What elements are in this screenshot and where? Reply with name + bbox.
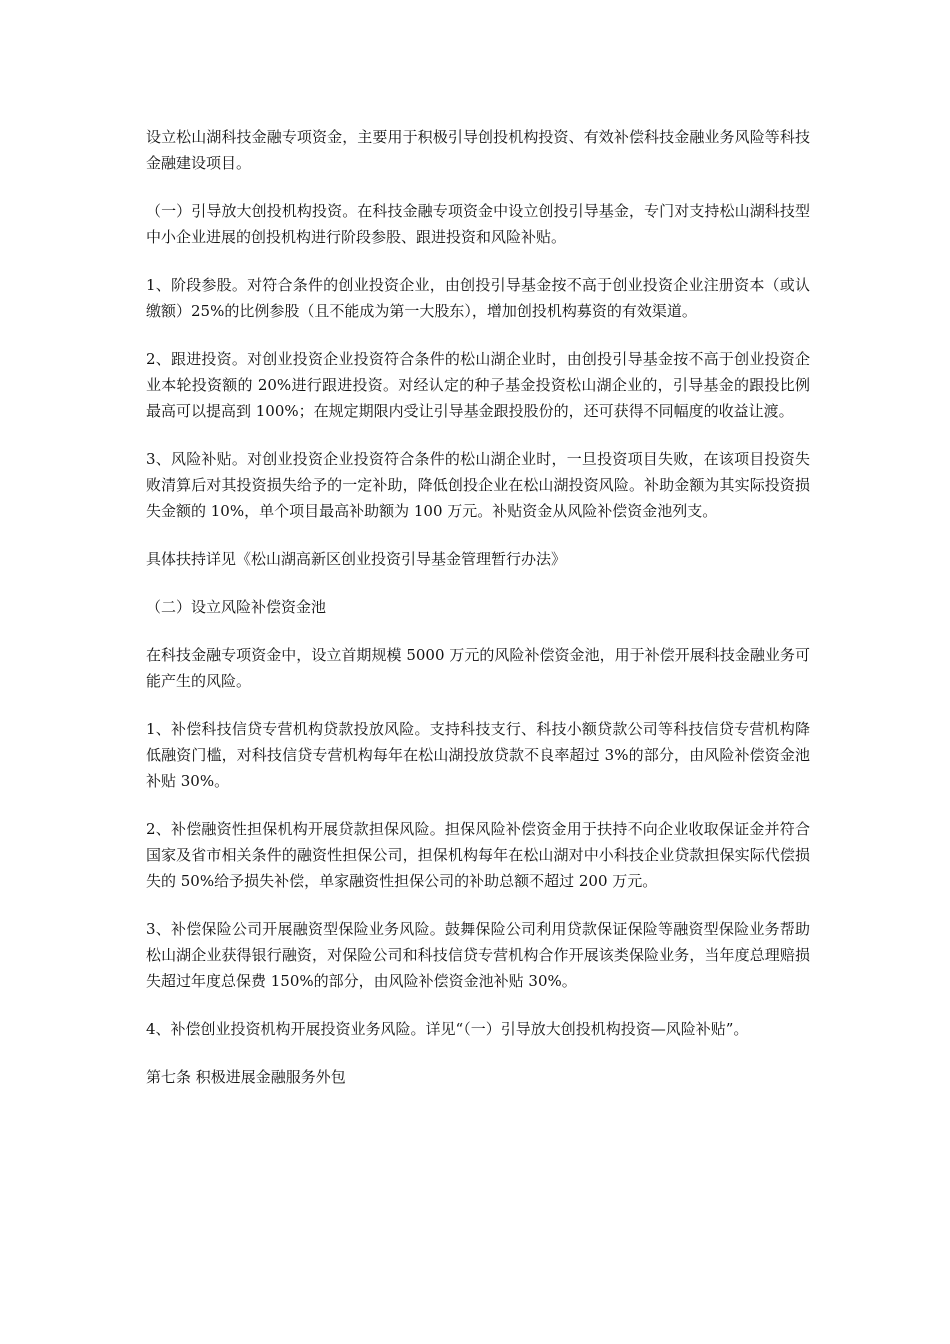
paragraph-credit-risk: 1、补偿科技信贷专营机构贷款投放风险。支持科技支行、科技小额贷款公司等科技信贷专营机构降低融资门槛，对科技信贷专营机构每年在松山湖投放贷款不良率超过 3%的部分，由风险补偿资金池补贴 30%。	[146, 720, 810, 790]
paragraph-section-2-heading: （二）设立风险补偿资金池	[146, 598, 327, 616]
paragraph-vc-risk: 4、补偿创业投资机构开展投资业务风险。详见“（一）引导放大创投机构投资—风险补贴”。	[146, 1020, 749, 1038]
paragraph-section-1-heading: （一）引导放大创投机构投资。在科技金融专项资金中设立创投引导基金，专门对支持松山湖科技型中小企业进展的创投机构进行阶段参股、跟进投资和风险补贴。	[146, 202, 810, 246]
paragraph-reference-measures: 具体扶持详见《松山湖高新区创业投资引导基金管理暂行办法》	[146, 550, 567, 568]
paragraph-risk-subsidy: 3、风险补贴。对创业投资企业投资符合条件的松山湖企业时，一旦投资项目失败，在该项目投资失败清算后对其投资损失给予的一定补助，降低创投企业在松山湖投资风险。补助金额为其实际投资损失金额的 10%，单个项目最高补助额为 100 万元。补贴资金从风险补偿资金池列支。	[146, 450, 810, 520]
paragraph-guarantee-risk: 2、补偿融资性担保机构开展贷款担保风险。担保风险补偿资金用于扶持不向企业收取保证金并符合国家及省市相关条件的融资性担保公司，担保机构每年在松山湖对中小科技企业贷款担保实际代偿损失的 50%给予损失补偿，单家融资性担保公司的补助总额不超过 200 万元。	[146, 820, 810, 890]
paragraph-article-7-heading: 第七条 积极进展金融服务外包	[146, 1068, 346, 1086]
paragraph-stage-equity: 1、阶段参股。对符合条件的创业投资企业，由创投引导基金按不高于创业投资企业注册资本（或认缴额）25%的比例参股（且不能成为第一大股东），增加创投机构募资的有效渠道。	[146, 276, 810, 320]
paragraph-insurance-risk: 3、补偿保险公司开展融资型保险业务风险。鼓舞保险公司利用贷款保证保险等融资型保险业务帮助松山湖企业获得银行融资，对保险公司和科技信贷专营机构合作开展该类保险业务，当年度总理赔损失超过年度总保费 150%的部分，由风险补偿资金池补贴 30%。	[146, 920, 810, 990]
paragraph-risk-pool-intro: 在科技金融专项资金中，设立首期规模 5000 万元的风险补偿资金池，用于补偿开展科技金融业务可能产生的风险。	[146, 646, 810, 690]
paragraph-follow-on-investment: 2、跟进投资。对创业投资企业投资符合条件的松山湖企业时，由创投引导基金按不高于创业投资企业本轮投资额的 20%进行跟进投资。对经认定的种子基金投资松山湖企业的，引导基金的跟投比例最高可以提高到 100%；在规定期限内受让引导基金跟投股份的，还可获得不同幅度的收益让渡。	[146, 350, 810, 420]
paragraph-fund-intro: 设立松山湖科技金融专项资金，主要用于积极引导创投机构投资、有效补偿科技金融业务风险等科技金融建设项目。	[146, 128, 810, 172]
document-body	[146, 124, 810, 1112]
